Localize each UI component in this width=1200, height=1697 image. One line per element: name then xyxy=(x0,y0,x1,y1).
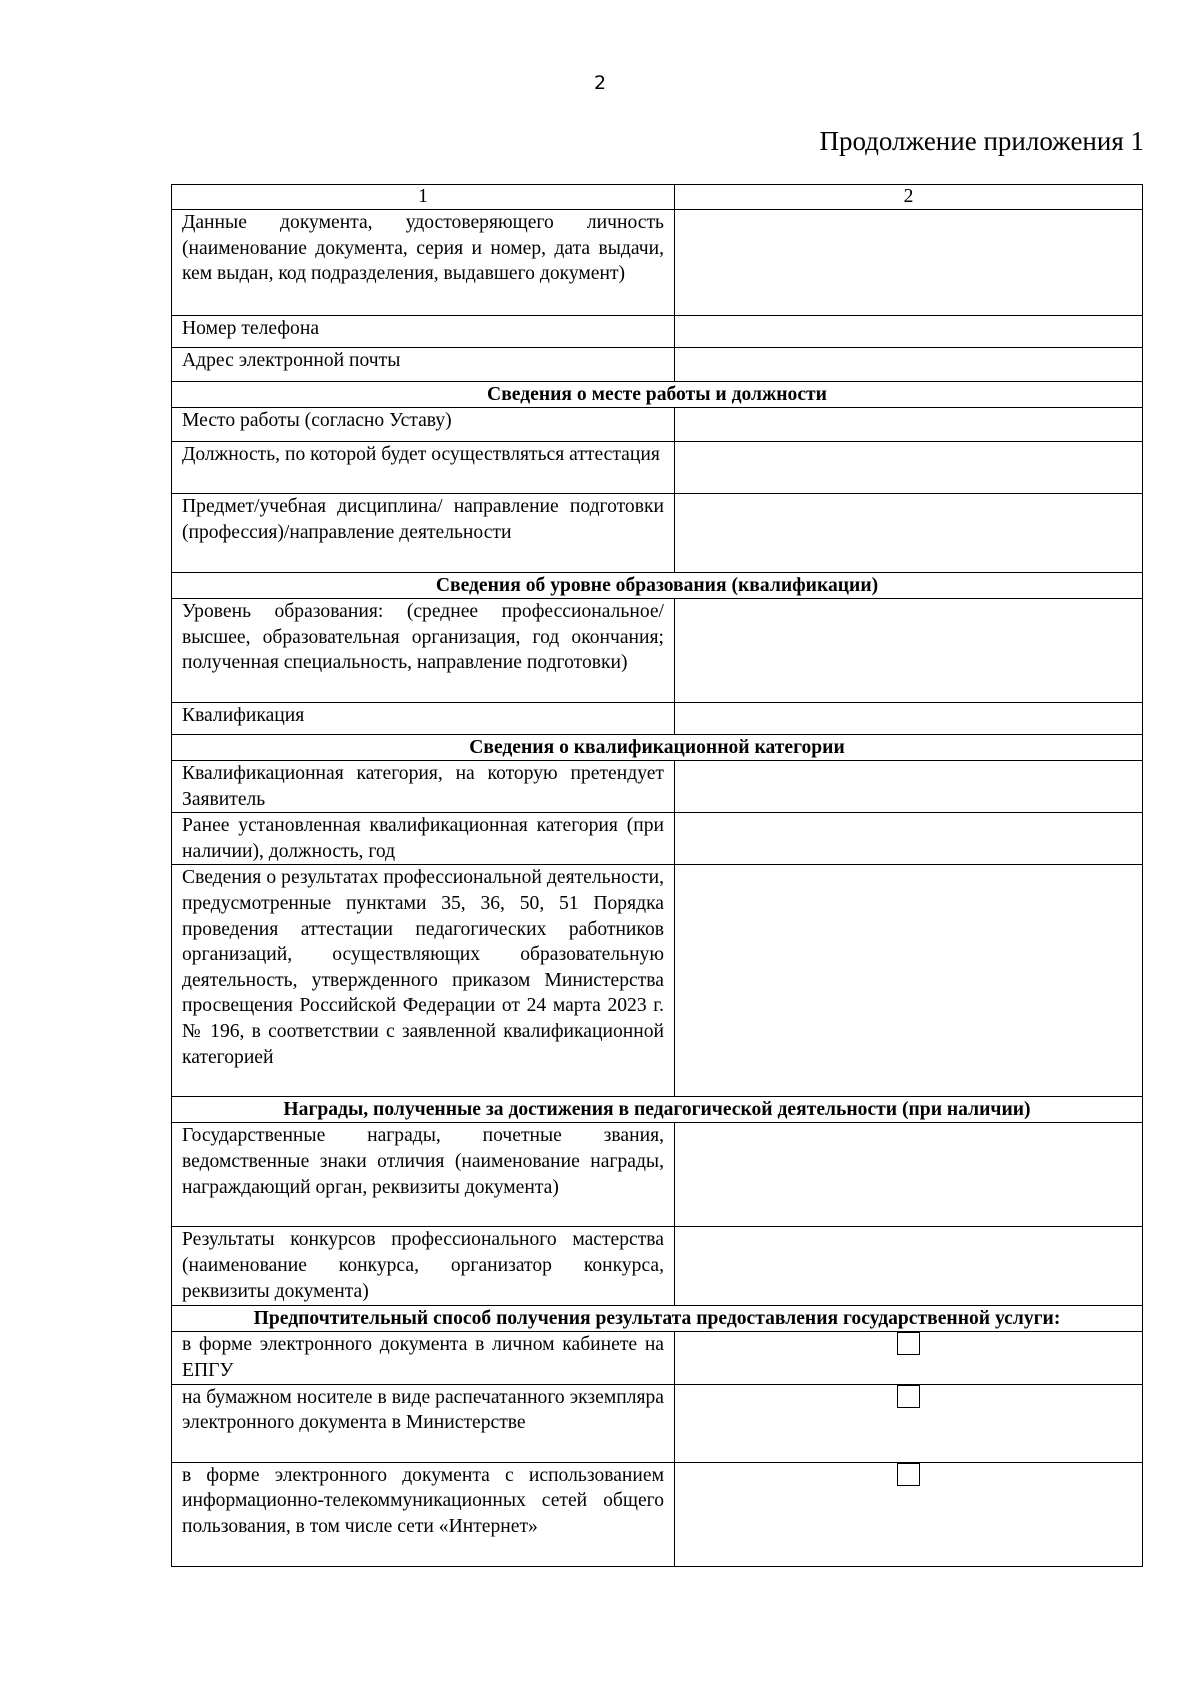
application-form-table xyxy=(171,184,1143,1567)
field-label-subject: Предмет/учебная дисциплина/ направление подготовки (профессия)/направление деятельности xyxy=(172,494,675,573)
table-header-row xyxy=(172,185,1143,210)
field-value-qualification[interactable] xyxy=(675,703,1143,735)
table-row xyxy=(172,1462,1143,1566)
section-heading-category: Сведения о квалификационной категории xyxy=(172,735,1143,761)
table-row xyxy=(172,1384,1143,1462)
table-row xyxy=(172,703,1143,735)
field-value-requested-category[interactable] xyxy=(675,761,1143,813)
table-row xyxy=(172,1332,1143,1384)
field-value-state-awards[interactable] xyxy=(675,1123,1143,1227)
field-label-state-awards: Государственные награды, почетные звания, ведомственные знаки отличия (наименование награды, награждающий орган, реквизиты документа) xyxy=(172,1123,675,1227)
field-value-professional-results[interactable] xyxy=(675,865,1143,1097)
section-heading-awards: Награды, полученные за достижения в педагогической деятельности (при наличии) xyxy=(172,1097,1143,1123)
option-cell-internet xyxy=(675,1462,1143,1566)
field-value-workplace[interactable] xyxy=(675,408,1143,442)
field-value-contest-results[interactable] xyxy=(675,1227,1143,1306)
table-row xyxy=(172,865,1143,1097)
table-row xyxy=(172,1227,1143,1306)
checkbox-epgu[interactable] xyxy=(897,1332,920,1355)
table-row xyxy=(172,442,1143,494)
column-number-1: 1 xyxy=(172,185,675,210)
option-label-epgu: в форме электронного документа в личном кабинете на ЕПГУ xyxy=(172,1332,675,1384)
page-number: 2 xyxy=(593,72,607,94)
table-row xyxy=(172,761,1143,813)
field-label-phone: Номер телефона xyxy=(172,316,675,348)
field-label-qualification: Квалификация xyxy=(172,703,675,735)
field-label-professional-results: Сведения о результатах профессиональной деятельности, предусмотренные пунктами 35, 36, 50, 51 Порядка проведения аттестации педагогических работников организаций, осуществляющих образовательную деятельность, утвержденного приказом Министерства просвещения Российской Федерации от 24 марта 2023 г. № 196, в соответствии с заявленной квалификационной категорией xyxy=(172,865,675,1097)
section-row xyxy=(172,1097,1143,1123)
field-label-requested-category: Квалификационная категория, на которую претендует Заявитель xyxy=(172,761,675,813)
field-label-workplace: Место работы (согласно Уставу) xyxy=(172,408,675,442)
field-value-email[interactable] xyxy=(675,348,1143,382)
option-label-paper: на бумажном носителе в виде распечатанного экземпляра электронного документа в Министерстве xyxy=(172,1384,675,1462)
checkbox-internet[interactable] xyxy=(897,1463,920,1486)
table-row xyxy=(172,210,1143,316)
option-label-internet: в форме электронного документа с использованием информационно-телекоммуникационных сетей общего пользования, в том числе сети «Интернет» xyxy=(172,1462,675,1566)
section-row xyxy=(172,735,1143,761)
section-row xyxy=(172,573,1143,599)
field-value-identity-document[interactable] xyxy=(675,210,1143,316)
field-value-phone[interactable] xyxy=(675,316,1143,348)
table-row xyxy=(172,599,1143,703)
column-number-2: 2 xyxy=(675,185,1143,210)
field-label-previous-category: Ранее установленная квалификационная категория (при наличии), должность, год xyxy=(172,813,675,865)
appendix-title: Продолжение приложения 1 xyxy=(819,126,1144,156)
field-label-email: Адрес электронной почты xyxy=(172,348,675,382)
section-heading-delivery-method: Предпочтительный способ получения результата предоставления государственной услуги: xyxy=(172,1306,1143,1332)
field-value-position[interactable] xyxy=(675,442,1143,494)
section-row xyxy=(172,382,1143,408)
table-row xyxy=(172,348,1143,382)
field-value-previous-category[interactable] xyxy=(675,813,1143,865)
checkbox-paper[interactable] xyxy=(897,1385,920,1408)
option-cell-epgu xyxy=(675,1332,1143,1384)
field-value-education-level[interactable] xyxy=(675,599,1143,703)
field-value-subject[interactable] xyxy=(675,494,1143,573)
field-label-position: Должность, по которой будет осуществляться аттестация xyxy=(172,442,675,494)
section-heading-education: Сведения об уровне образования (квалификации) xyxy=(172,573,1143,599)
field-label-education-level: Уровень образования: (среднее профессиональное/высшее, образовательная организация, год окончания; полученная специальность, направление подготовки) xyxy=(172,599,675,703)
field-label-identity-document: Данные документа, удостоверяющего личность (наименование документа, серия и номер, дата выдачи, кем выдан, код подразделения, выдавшего документ) xyxy=(172,210,675,316)
field-label-contest-results: Результаты конкурсов профессионального мастерства (наименование конкурса, организатор конкурса, реквизиты документа) xyxy=(172,1227,675,1306)
table-row xyxy=(172,408,1143,442)
table-row xyxy=(172,494,1143,573)
section-heading-workplace: Сведения о месте работы и должности xyxy=(172,382,1143,408)
option-cell-paper xyxy=(675,1384,1143,1462)
table-row xyxy=(172,316,1143,348)
section-row xyxy=(172,1306,1143,1332)
table-row xyxy=(172,1123,1143,1227)
table-row xyxy=(172,813,1143,865)
